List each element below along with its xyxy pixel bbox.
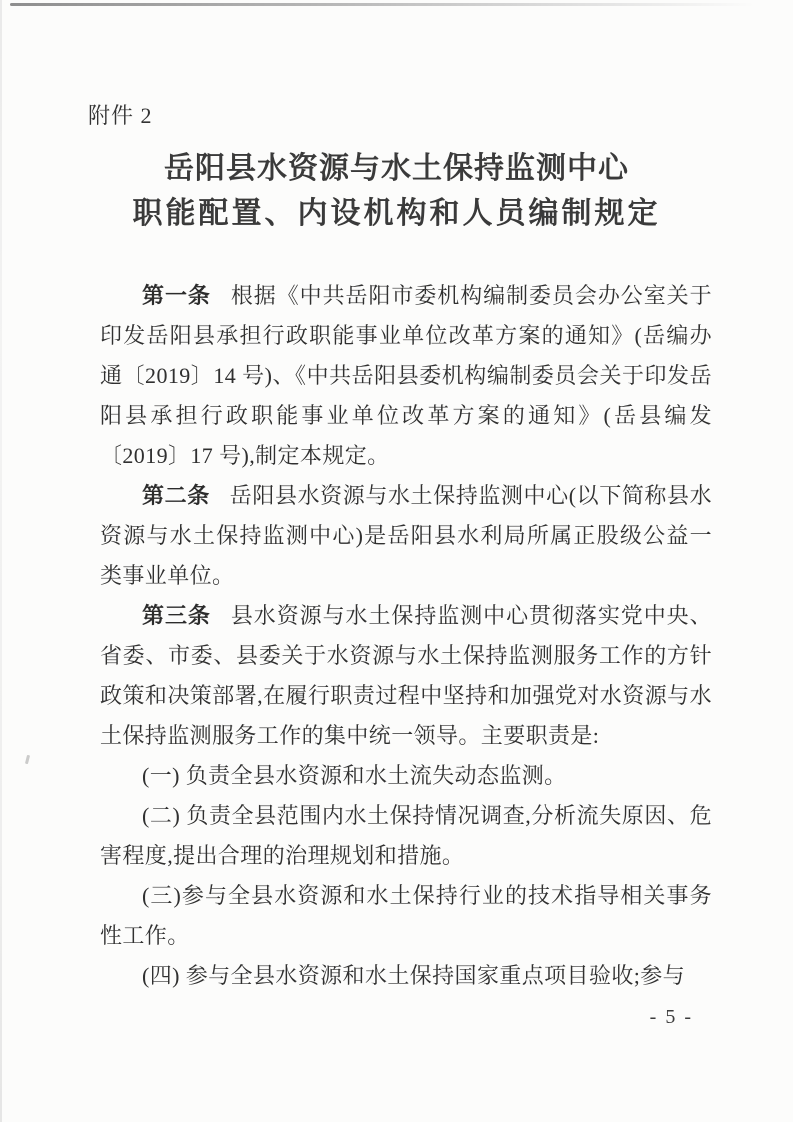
duty-item-3: (三)参与全县水资源和水土保持行业的技术指导相关事务性工作。 <box>100 883 712 948</box>
duty-item-4: (四) 参与全县水资源和水土保持国家重点项目验收;参与 <box>142 963 686 988</box>
article-label: 第一条 <box>142 283 211 308</box>
article-paragraph-2 <box>100 476 712 596</box>
attachment-label: 附件 2 <box>88 103 153 128</box>
article-label: 第三条 <box>142 603 211 628</box>
duty-item-2: (二) 负责全县范围内水土保持情况调查,分析流失原因、危害程度,提出合理的治理规划和措施。 <box>100 803 712 868</box>
document-body <box>100 276 712 996</box>
article-label: 第二条 <box>142 483 210 508</box>
title-line-2: 职能配置、内设机构和人员编制规定 <box>132 197 661 230</box>
scan-artifact-speck <box>25 755 30 764</box>
document-title <box>0 146 793 236</box>
title-line-1: 岳阳县水资源与水土保持监测中心 <box>164 152 629 185</box>
duty-item-1: (一) 负责全县水资源和水土流失动态监测。 <box>142 763 567 788</box>
page-number: - 5 - <box>649 1006 693 1028</box>
article-text: 根据《中共岳阳市委机构编制委员会办公室关于印发岳阳县承担行政职能事业单位改革方案的通知》(岳编办通〔2019〕14 号)、《中共岳阳县委机构编制委员会关于印发岳阳县承担行政职能事业单位改革方案的通知》(岳县编发〔2019〕17 号),制定本规定。 <box>100 283 713 468</box>
article-text: 岳阳县水资源与水土保持监测中心(以下简称县水资源与水土保持监测中心)是岳阳县水利局所属正股级公益一类事业单位。 <box>100 483 712 588</box>
article-paragraph-1 <box>100 276 712 476</box>
scan-artifact-top-edge <box>10 3 755 6</box>
article-paragraph-3 <box>100 596 712 756</box>
article-text: 县水资源与水土保持监测中心贯彻落实党中央、省委、市委、县委关于水资源与水土保持监测服务工作的方针政策和决策部署,在履行职责过程中坚持和加强党对水资源与水土保持监测服务工作的集中统一领导。主要职责是: <box>100 603 713 748</box>
